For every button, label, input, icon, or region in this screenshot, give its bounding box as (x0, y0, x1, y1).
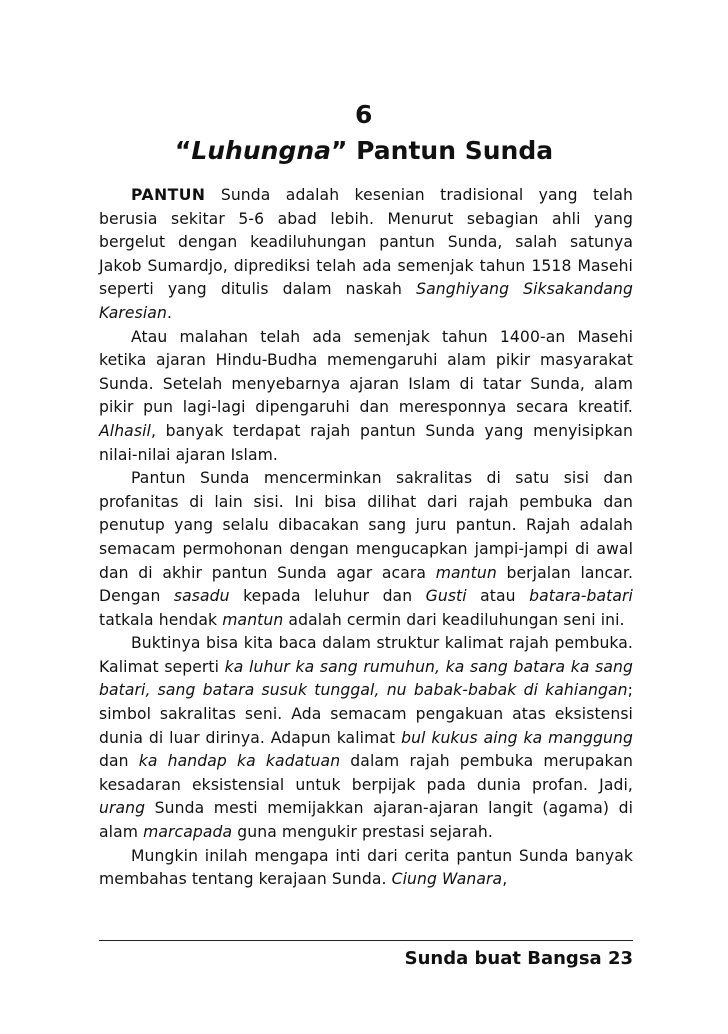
text-run: Buktinya bisa kita baca dalam struktur kalimat rajah pembuka. Kalimat seperti (99, 634, 633, 676)
title-rest: Pantun Sunda (347, 136, 554, 165)
title-italic-word: Luhungna (191, 136, 332, 165)
text-run: tatkala hendak (99, 610, 223, 629)
paragraph-3 (99, 467, 633, 632)
paragraph-1 (99, 184, 633, 326)
paragraph-4 (99, 632, 633, 844)
running-footer: Sunda buat Bangsa 23 (404, 948, 633, 969)
italic-run: mantun (222, 610, 284, 629)
text-run: dan (99, 752, 139, 771)
chapter-number: 6 (355, 100, 373, 129)
text-run: . (166, 303, 172, 322)
text-run: kepada leluhur dan (229, 587, 426, 606)
body-text (99, 184, 633, 892)
paragraph-5 (99, 845, 633, 892)
footer-rule (99, 940, 633, 941)
text-run: Mungkin inilah mengapa inti dari cerita pantun Sunda banyak membahas tentang kerajaan Sunda. (99, 846, 633, 889)
italic-run: marcapada (143, 823, 233, 842)
text-run: , banyak terdapat rajah pantun Sunda yang menyisipkan nilai-nilai ajaran Islam. (99, 421, 633, 464)
italic-run: batara-batari (529, 587, 633, 606)
italic-run: ka luhur ka sang rumuhun, ka sang batara ka sang batari, sang batara susuk tunggal, nu babak-babak di kahiangan (99, 657, 633, 700)
text-run: dalam rajah pembuka merupakan kesadaran eksistensial untuk berpijak pada dunia profan. Jadi, (99, 752, 633, 794)
text-run: berjalan lancar. Dengan (99, 563, 633, 606)
title-close-quote: ” (331, 136, 348, 165)
text-run: ; simbol sakralitas seni. Ada semacam pengakuan atas eksistensi dunia di luar dirinya. Adapun kalimat (99, 681, 633, 747)
italic-run: bul kukus aing ka manggung (401, 728, 633, 747)
text-run: Pantun Sunda mencerminkan sakralitas di satu sisi dan profanitas di lain sisi. Ini bisa dilihat dari rajah pembuka dan penutup yang selalu dibacakan sang juru pantun. Rajah adalah semacam permohonan dengan mengucapkan jampi-jampi di awal dan di akhir pantun Sunda agar acara (99, 469, 633, 582)
italic-run: mantun (435, 563, 497, 582)
text-run: , (502, 870, 508, 889)
title-open-quote: “ (174, 136, 192, 165)
italic-run: Ciung Wanara (391, 870, 503, 889)
text-run: Atau malahan telah ada semenjak tahun 1400-an Masehi ketika ajaran Hindu-Budha memengaruhi alam pikir masyarakat Sunda. Setelah menyebarnya ajaran Islam di tatar Sunda, alam pikir pun lagi-lagi dipengaruhi dan meresponnya secara kreatif. (99, 327, 633, 417)
italic-run: Gusti (425, 587, 467, 606)
text-run: atau (466, 587, 530, 606)
italic-run: sasadu (173, 587, 230, 606)
paragraph-2 (99, 326, 633, 468)
italic-run: urang (99, 799, 146, 818)
text-run: guna mengukir prestasi sejarah. (232, 823, 493, 842)
italic-run: Sanghiyang Siksakandang Karesian (99, 280, 633, 322)
text-run: adalah cermin dari keadiluhungan seni ini. (283, 610, 625, 629)
italic-run: ka handap ka kadatuan (138, 752, 341, 771)
lead-word: PANTUN (131, 186, 206, 204)
italic-run: Alhasil (99, 421, 151, 440)
text-run: Sunda mesti memijakkan ajaran-ajaran langit (agama) di alam (99, 799, 633, 842)
text-run: Sunda adalah kesenian tradisional yang telah berusia sekitar 5-6 abad lebih. Menurut sebagian ahli yang bergelut dengan keadiluhungan pantun Sunda, salah satunya Jakob Sumardjo, diprediksi telah ada semenjak tahun 1518 Masehi seperti yang ditulis dalam naskah (99, 186, 633, 299)
chapter-title (0, 136, 728, 165)
